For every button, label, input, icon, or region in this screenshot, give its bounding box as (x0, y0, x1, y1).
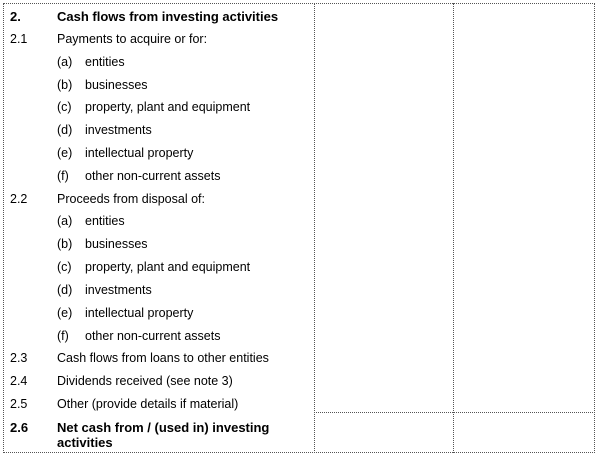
item-label: businesses (85, 237, 148, 251)
item-letter: (e) (57, 306, 73, 320)
item-letter: (f) (57, 169, 69, 183)
item-letter: (a) (57, 55, 73, 69)
item-letter: (b) (57, 237, 73, 251)
item-letter: (d) (57, 123, 73, 137)
item-letter: (a) (57, 214, 73, 228)
item-label: property, plant and equipment (85, 260, 251, 274)
item-label: intellectual property (85, 306, 194, 320)
total-label: Net cash from / (used in) investing activities (57, 420, 270, 450)
item-letter: (d) (57, 283, 73, 297)
item-letter: (e) (57, 146, 73, 160)
row-number: 2.3 (10, 351, 28, 365)
row-number: 2.1 (10, 32, 28, 46)
item-label: other non-current assets (85, 329, 221, 343)
section-title: Cash flows from investing activities (57, 9, 279, 24)
section-number: 2. (10, 9, 21, 24)
row-label: Other (provide details if material) (57, 397, 239, 411)
item-label: other non-current assets (85, 169, 221, 183)
row-label: Payments to acquire or for: (57, 32, 208, 46)
item-label: entities (85, 55, 125, 69)
item-label: intellectual property (85, 146, 194, 160)
item-label: businesses (85, 78, 148, 92)
row-label: Dividends received (see note 3) (57, 374, 233, 388)
total-number: 2.6 (10, 420, 29, 435)
item-letter: (c) (57, 260, 72, 274)
row-number: 2.2 (10, 192, 28, 206)
row-label: Cash flows from loans to other entities (57, 351, 269, 365)
item-label: investments (85, 123, 152, 137)
column-divider-current (314, 3, 315, 453)
column-divider-ytd (453, 3, 454, 453)
row-number: 2.4 (10, 374, 28, 388)
item-label: property, plant and equipment (85, 100, 251, 114)
item-label: investments (85, 283, 152, 297)
item-label: entities (85, 214, 125, 228)
row-number: 2.5 (10, 397, 28, 411)
item-letter: (b) (57, 78, 73, 92)
item-letter: (f) (57, 329, 69, 343)
total-row-divider (314, 412, 595, 413)
item-letter: (c) (57, 100, 72, 114)
row-label: Proceeds from disposal of: (57, 192, 205, 206)
